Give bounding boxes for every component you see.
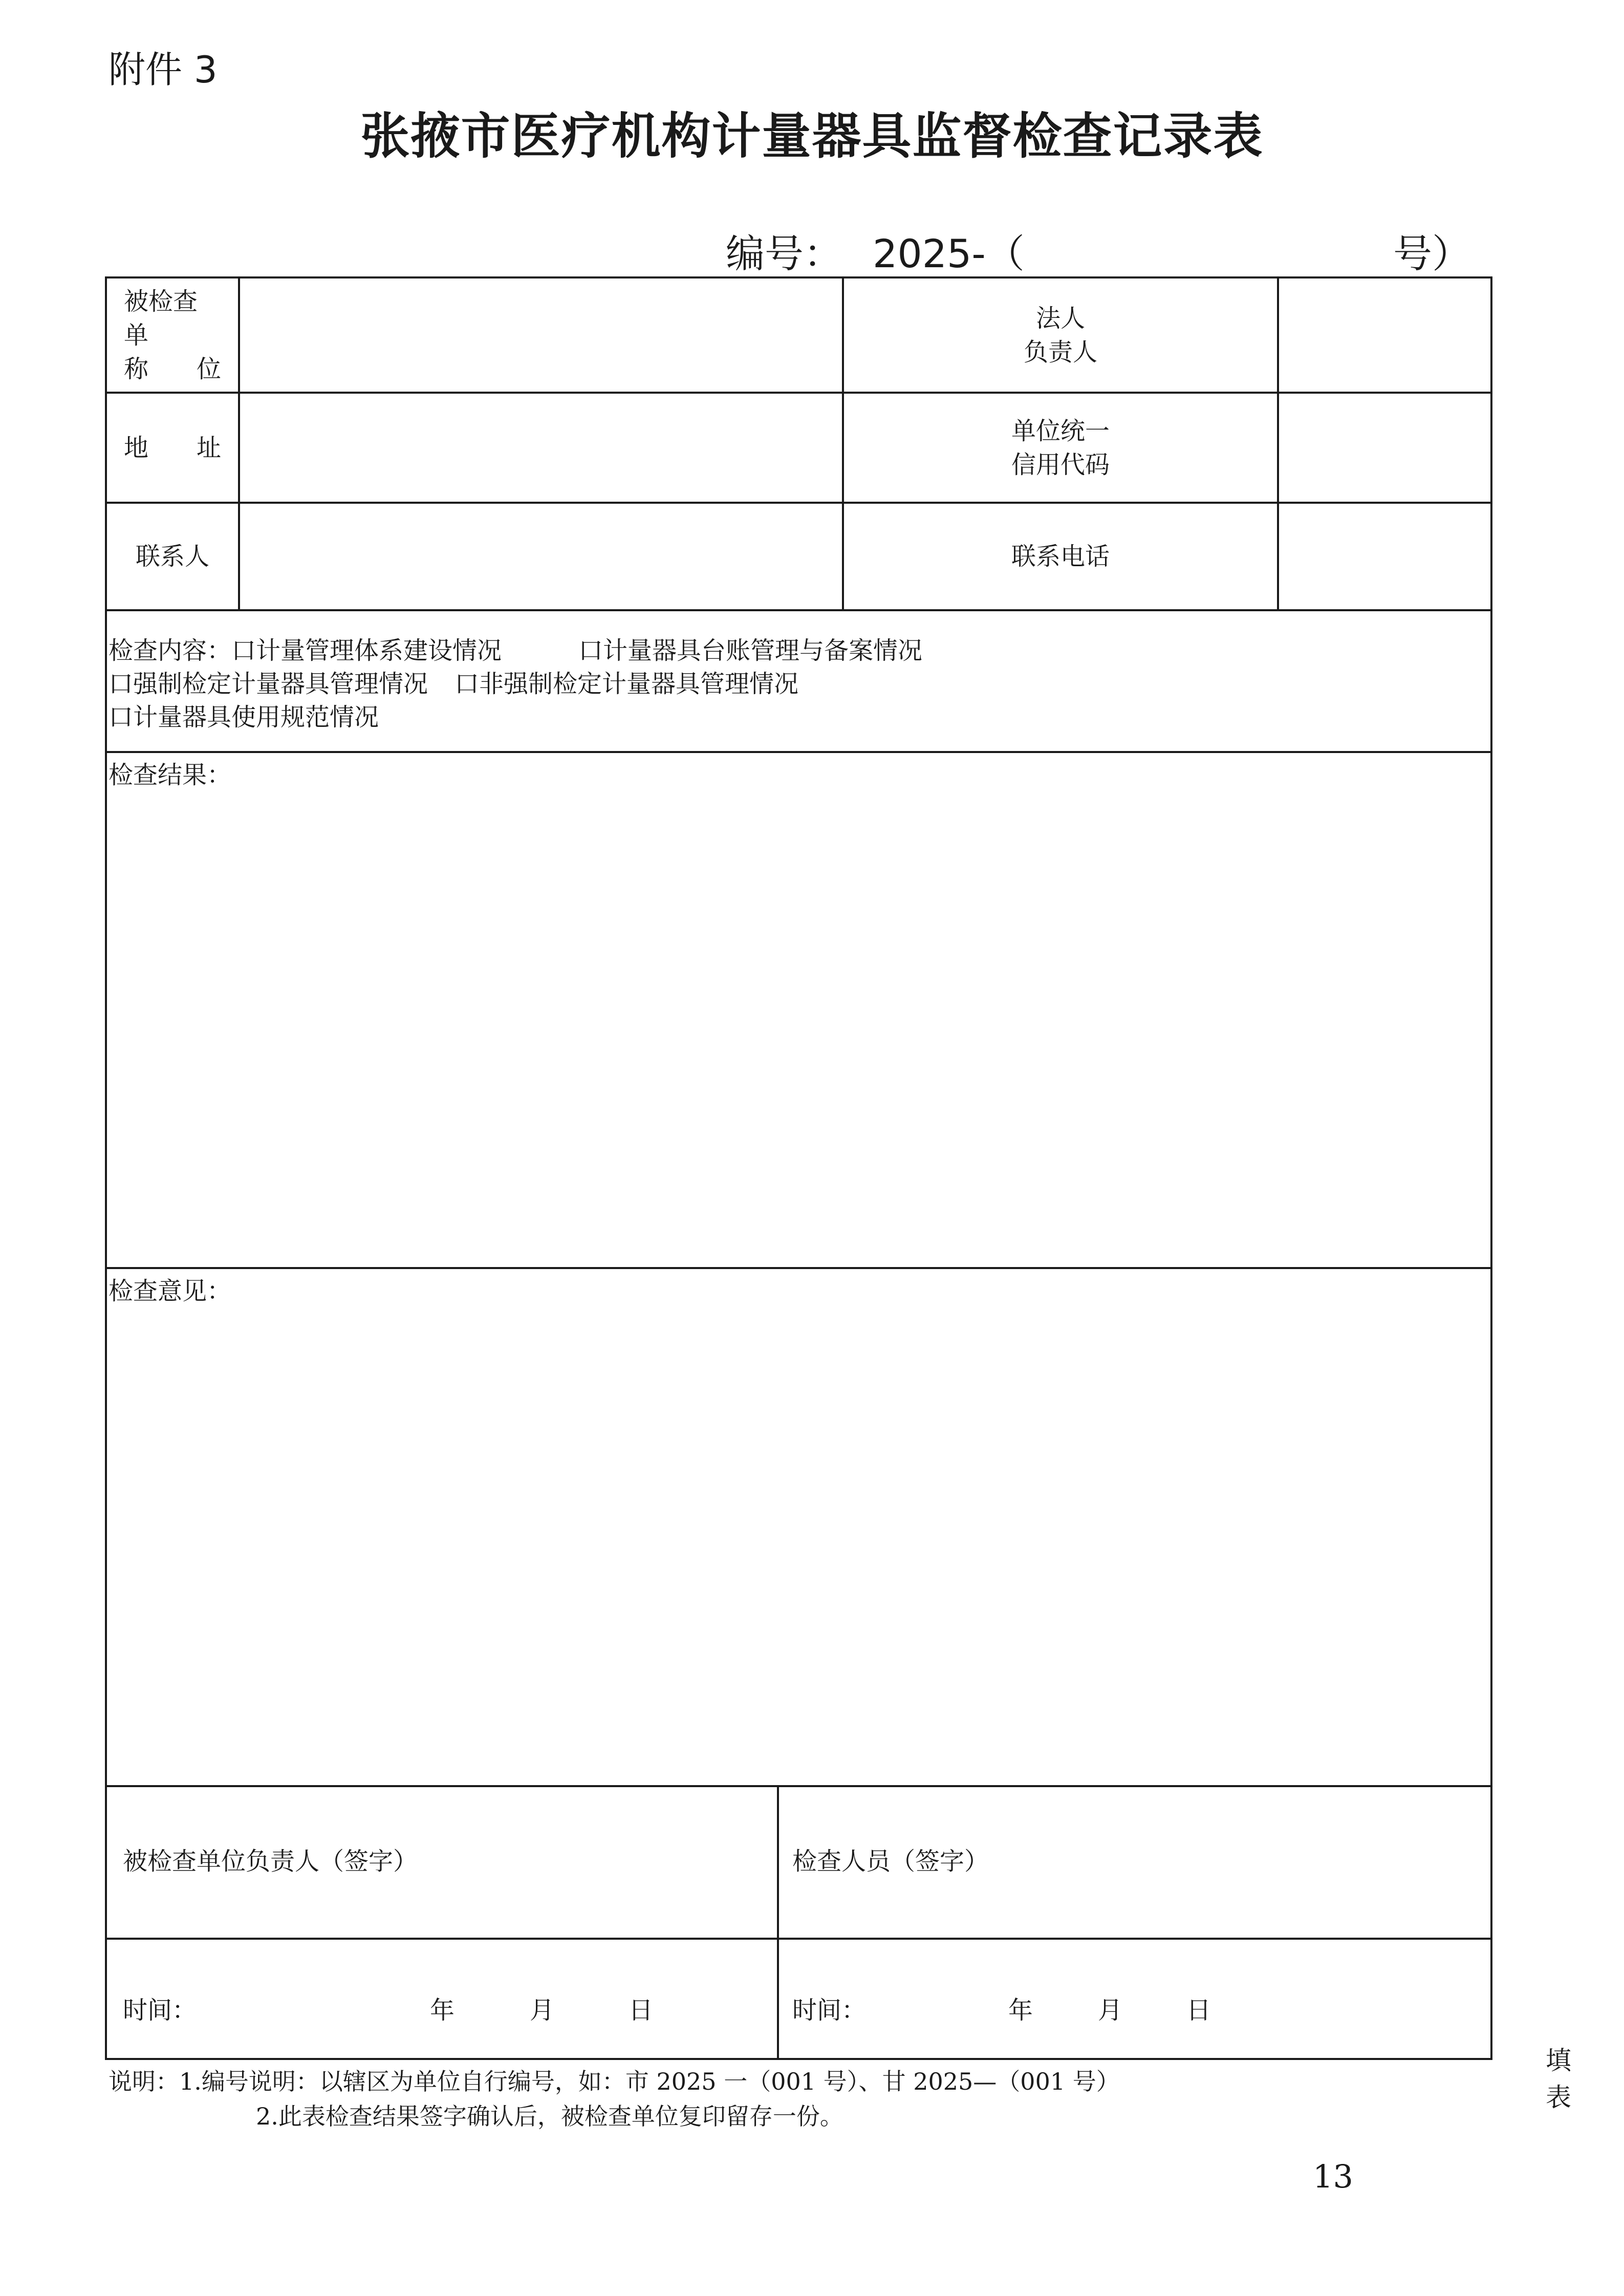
unit-date-day: 日 xyxy=(629,1996,654,2025)
check-item-mandatory-verification[interactable]: 口强制检定计量器具管理情况 xyxy=(109,670,428,698)
inspected-unit-label-line2a: 称 xyxy=(124,354,149,383)
serial-number-suffix: 号） xyxy=(1393,231,1471,276)
contact-label xyxy=(107,504,238,609)
table-border-bottom xyxy=(105,2058,1492,2060)
address-label-b: 址 xyxy=(196,433,221,462)
note-line2: 2.此表检查结果签字确认后，被检查单位复印留存一份。 xyxy=(256,2102,843,2130)
inspection-results-area[interactable] xyxy=(107,788,1490,1264)
note-line1: 说明：1.编号说明：以辖区为单位自行编号，如：市 2025 一（001 号）、甘 2025—（001 号） xyxy=(109,2068,1120,2095)
check-item-management-system[interactable]: 口计量管理体系建设情况 xyxy=(231,636,502,665)
inspector-signature-label: 检查人员（签字） xyxy=(792,1847,989,1876)
inspection-opinion-label: 检查意见： xyxy=(109,1277,232,1305)
inspector-date-month: 月 xyxy=(1098,1996,1123,2025)
phone-label xyxy=(844,504,1277,609)
check-item-non-mandatory-verification[interactable]: 口非强制检定计量器具管理情况 xyxy=(454,670,799,698)
unit-head-signature-label: 被检查单位负责人（签字） xyxy=(123,1847,418,1876)
serial-number-label: 编号： xyxy=(726,231,842,276)
inspector-date-year: 年 xyxy=(1008,1996,1033,2025)
row-divider xyxy=(105,609,1492,611)
row-divider xyxy=(105,1938,1492,1940)
inspection-opinion-area[interactable] xyxy=(107,1305,1490,1782)
address-field[interactable] xyxy=(240,394,842,502)
side-note: 填 表 xyxy=(1546,2046,1578,2112)
address-label-a: 地 xyxy=(124,433,149,462)
unit-date-year: 年 xyxy=(430,1996,455,2025)
row-divider xyxy=(105,751,1492,753)
legal-person-label xyxy=(844,278,1277,392)
legal-person-label-line2: 负责人 xyxy=(1023,337,1097,367)
inspection-results-label: 检查结果： xyxy=(109,761,232,789)
serial-number-prefix: 2025-（ xyxy=(873,231,1025,276)
column-divider xyxy=(777,1785,779,2060)
inspected-unit-field[interactable] xyxy=(240,278,842,392)
inspection-content-row1 xyxy=(109,631,502,666)
page-number: 13 xyxy=(1313,2158,1353,2195)
legal-person-label-line1: 法人 xyxy=(1035,304,1085,333)
inspected-unit-label xyxy=(107,278,238,392)
page-title: 张掖市医疗机构计量器具监督检查记录表 xyxy=(360,108,1264,165)
attachment-label: 附件 3 xyxy=(109,48,218,91)
table-border-right xyxy=(1490,276,1492,2060)
inspected-unit-label-line1: 被检查单 xyxy=(124,287,198,350)
credit-code-label xyxy=(844,394,1277,502)
contact-field[interactable] xyxy=(240,504,842,609)
check-item-usage-standard[interactable]: 口计量器具使用规范情况 xyxy=(109,703,379,732)
inspector-date-day: 日 xyxy=(1186,1996,1211,2025)
phone-field[interactable] xyxy=(1279,504,1490,609)
row-divider xyxy=(105,1267,1492,1269)
credit-code-field[interactable] xyxy=(1279,394,1490,502)
address-label xyxy=(107,394,238,502)
inspector-time-label: 时间： xyxy=(792,1996,867,2025)
inspection-content-label: 检查内容： xyxy=(109,636,232,665)
check-item-ledger[interactable]: 口计量器具台账管理与备案情况 xyxy=(578,636,923,665)
phone-label-text: 联系电话 xyxy=(1011,542,1110,571)
legal-person-field[interactable] xyxy=(1279,278,1490,392)
row-divider xyxy=(105,1785,1492,1787)
credit-code-label-line2: 信用代码 xyxy=(1011,450,1110,479)
contact-label-text: 联系人 xyxy=(135,542,209,571)
credit-code-label-line1: 单位统一 xyxy=(1011,416,1110,445)
unit-date-month: 月 xyxy=(530,1996,555,2025)
inspected-unit-label-line2b: 位 xyxy=(196,354,221,383)
unit-time-label: 时间： xyxy=(123,1996,197,2025)
